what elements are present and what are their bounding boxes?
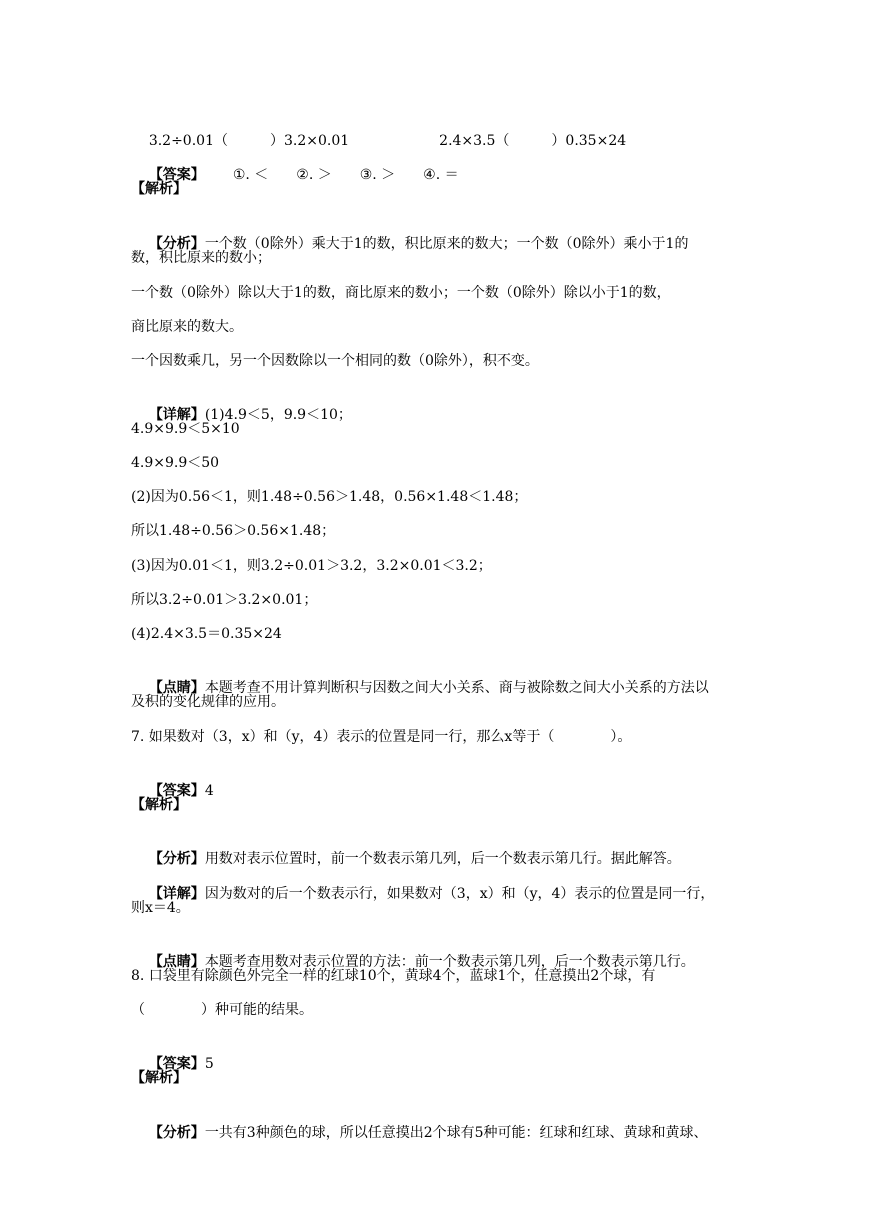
- analysis-line-5: 一个因数乘几，另一个因数除以一个相同的数（0除外），积不变。: [131, 353, 539, 369]
- analysis-line-3: 一个数（0除外）除以大于1的数，商比原来的数小；一个数（0除外）除以小于1的数，: [131, 285, 671, 301]
- analysis-line-4: 商比原来的数大。: [131, 319, 243, 335]
- analysis-text: 一个数（0除外）乘大于1的数，积比原来的数大；一个数（0除外）乘小于1的: [204, 236, 689, 252]
- analysis-heading-q8: 【解析】: [131, 1070, 187, 1086]
- comment-tag: 【点睛】: [148, 680, 205, 696]
- answer-value: ①. ＜ ②. ＞ ③. ＞ ④. ＝: [232, 167, 459, 183]
- comment-line-q7: [131, 932, 695, 970]
- comment-line-2: 及积的变化规律的应用。: [131, 694, 285, 710]
- analysis-line-q8: [131, 1103, 708, 1141]
- answer-line-q6: [131, 145, 459, 183]
- answer-line-q7: [131, 761, 214, 799]
- detail-line-q7-1: [131, 864, 715, 902]
- analysis-heading-q7: 【解析】: [131, 797, 187, 813]
- question-8-line-1: 8. 口袋里有除颜色外完全一样的红球10个，黄球4个，蓝球1个，任意摸出2个球，有: [131, 968, 656, 984]
- detail-line-q7-2: 则x＝4。: [131, 900, 190, 916]
- answer-value: 5: [204, 1056, 214, 1072]
- answer-label: 【答案】: [148, 167, 205, 183]
- answer-label: 【答案】: [148, 783, 205, 799]
- analysis-text: 一共有3种颜色的球，所以任意摸出2个球有5种可能：红球和红球、黄球和黄球、: [204, 1125, 708, 1141]
- analysis-tag: 【分析】: [148, 236, 205, 252]
- detail-text: (1)4.9＜5，9.9＜10；: [204, 407, 352, 423]
- analysis-line-1: [131, 214, 689, 252]
- analysis-heading-q6: 【解析】: [131, 181, 187, 197]
- comparison-line-1: [131, 111, 627, 149]
- answer-value: 4: [204, 783, 214, 799]
- analysis-line-2: 数，积比原来的数小；: [131, 250, 271, 266]
- question-7: 7. 如果数对（3，x）和（y，4）表示的位置是同一行，那么x等于（ ）。: [131, 729, 632, 745]
- detail-line-1: [131, 385, 352, 423]
- detail-line-4: (2)因为0.56＜1，则1.48÷0.56＞1.48，0.56×1.48＜1.48；: [131, 489, 528, 505]
- comment-line-1: [131, 658, 709, 696]
- detail-line-2: 4.9×9.9＜5×10: [131, 421, 240, 437]
- detail-line-6: (3)因为0.01＜1，则3.2÷0.01＞3.2，3.2×0.01＜3.2；: [131, 558, 492, 574]
- detail-line-7: 所以3.2÷0.01＞3.2×0.01；: [131, 592, 318, 608]
- analysis-tag: 【分析】: [148, 1125, 205, 1141]
- detail-line-5: 所以1.48÷0.56＞0.56×1.48；: [131, 523, 336, 539]
- question-part-3: 3.2÷0.01（ ）3.2×0.01: [148, 133, 350, 149]
- comment-tag: 【点睛】: [148, 954, 205, 970]
- detail-tag: 【详解】: [148, 886, 205, 902]
- detail-line-8: (4)2.4×3.5＝0.35×24: [131, 626, 282, 642]
- analysis-line-q7: [131, 829, 681, 867]
- detail-text: 因为数对的后一个数表示行，如果数对（3，x）和（y，4）表示的位置是同一行，: [204, 886, 715, 902]
- question-8-line-2: （ ）种可能的结果。: [131, 1002, 313, 1018]
- analysis-text: 用数对表示位置时，前一个数表示第几列，后一个数表示第几行。据此解答。: [204, 851, 681, 867]
- comment-text: 本题考查用数对表示位置的方法：前一个数表示第几列，后一个数表示第几行。: [204, 954, 695, 970]
- analysis-tag: 【分析】: [148, 851, 205, 867]
- question-part-4: 2.4×3.5（ ）0.35×24: [439, 133, 627, 149]
- answer-line-q8: [131, 1034, 214, 1072]
- detail-line-3: 4.9×9.9＜50: [131, 455, 220, 471]
- answer-label: 【答案】: [148, 1056, 205, 1072]
- comment-text: 本题考查不用计算判断积与因数之间大小关系、商与被除数之间大小关系的方法以: [204, 680, 709, 696]
- detail-tag: 【详解】: [148, 407, 205, 423]
